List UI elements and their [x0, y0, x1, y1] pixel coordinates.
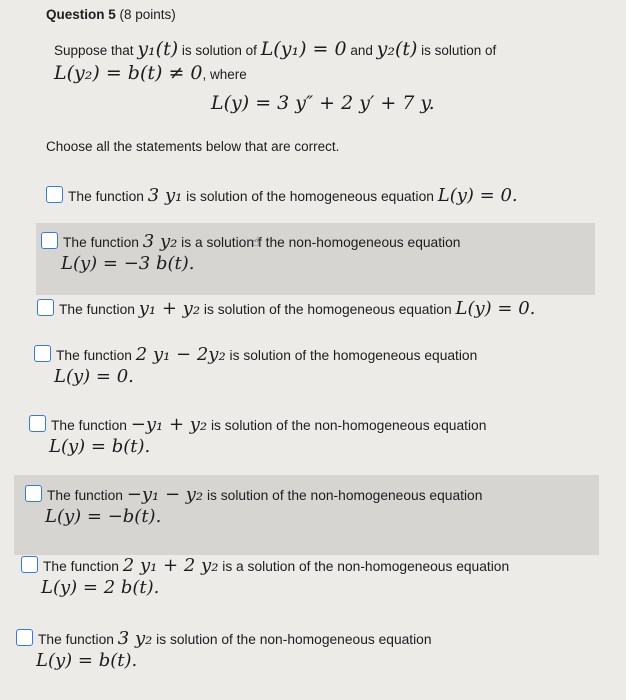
answer-option[interactable]	[34, 344, 477, 388]
question-points: (8 points)	[119, 7, 176, 22]
answer-option[interactable]	[21, 555, 509, 599]
hand-cursor-icon: ☝	[252, 234, 260, 249]
option-math: L(y) = −3 b(t).	[61, 253, 195, 274]
option-text: The function	[47, 488, 127, 503]
checkbox[interactable]	[25, 485, 42, 502]
option-text: is solution of the homogeneous equation	[200, 302, 456, 317]
question-title	[46, 7, 176, 22]
instruction-text: Choose all the statements below that are correct.	[46, 139, 340, 154]
equation-text: L(y) = 3 y″ + 2 y′ + 7 y.	[211, 92, 435, 114]
option-text: The function	[38, 632, 118, 647]
option-math: L(y) = −b(t).	[45, 506, 162, 527]
intro-math: L(y₁) = 0	[260, 38, 347, 60]
answer-option[interactable]	[25, 484, 482, 528]
option-math: L(y) = 0.	[437, 185, 518, 206]
option-text: The function	[68, 189, 148, 204]
option-math: L(y) = 0.	[54, 366, 134, 387]
option-text: The function	[51, 418, 131, 433]
option-text: is solution of the non-homogeneous equation	[207, 418, 487, 433]
checkbox[interactable]	[16, 629, 33, 646]
checkbox[interactable]	[34, 345, 51, 362]
answer-option[interactable]	[16, 628, 432, 672]
checkbox[interactable]	[21, 556, 38, 573]
intro-text: and	[346, 43, 377, 58]
option-math: 3 y₂	[117, 628, 153, 649]
option-text: The function	[63, 235, 143, 250]
option-text: f the non-homogeneous equation	[257, 235, 461, 250]
question-intro	[54, 38, 496, 86]
checkbox[interactable]	[37, 299, 54, 316]
option-math: L(y) = b(t).	[49, 436, 151, 457]
option-math: 3 y₂	[142, 231, 178, 252]
option-math: y₁ + y₂	[138, 298, 201, 319]
intro-text: Suppose that	[54, 43, 138, 58]
answer-option[interactable]	[37, 298, 535, 321]
option-math: 3 y₁	[147, 185, 183, 206]
option-text: The function	[43, 559, 123, 574]
answer-option[interactable]	[46, 185, 518, 208]
intro-line-2	[54, 62, 496, 86]
operator-equation	[211, 92, 435, 114]
intro-text: , where	[202, 67, 247, 82]
checkbox[interactable]	[46, 186, 63, 203]
option-text: The function	[59, 302, 139, 317]
option-text: is a solution	[177, 235, 255, 250]
option-math: 2 y₁ + 2 y₂	[122, 555, 219, 576]
option-math: L(y) = 0.	[455, 298, 536, 319]
option-math: L(y) = b(t).	[36, 650, 138, 671]
intro-text: is solution of	[178, 43, 261, 58]
option-text: The function	[56, 348, 136, 363]
intro-math: L(y₂) = b(t) ≠ 0	[54, 62, 203, 84]
option-text: is solution of the non-homogeneous equation	[152, 632, 432, 647]
intro-math: y₂(t)	[376, 38, 418, 60]
checkbox[interactable]	[41, 232, 58, 249]
option-text: is solution of the homogeneous equation	[225, 348, 478, 363]
option-math: L(y) = 2 b(t).	[41, 577, 160, 598]
option-text: is a solution of the non-homogeneous equation	[218, 559, 510, 574]
checkbox[interactable]	[29, 415, 46, 432]
answer-option[interactable]	[29, 414, 486, 458]
option-math: −y₁ − y₂	[126, 484, 204, 505]
option-math: −y₁ + y₂	[130, 414, 208, 435]
answer-option[interactable]	[41, 231, 460, 275]
option-text: is solution of the homogeneous equation	[182, 189, 438, 204]
option-math: 2 y₁ − 2y₂	[135, 344, 226, 365]
option-text: is solution of the non-homogeneous equation	[203, 488, 483, 503]
intro-line-1	[54, 38, 496, 62]
intro-math: y₁(t)	[137, 38, 179, 60]
intro-text: is solution of	[417, 43, 497, 58]
question-number: Question 5	[46, 7, 116, 22]
